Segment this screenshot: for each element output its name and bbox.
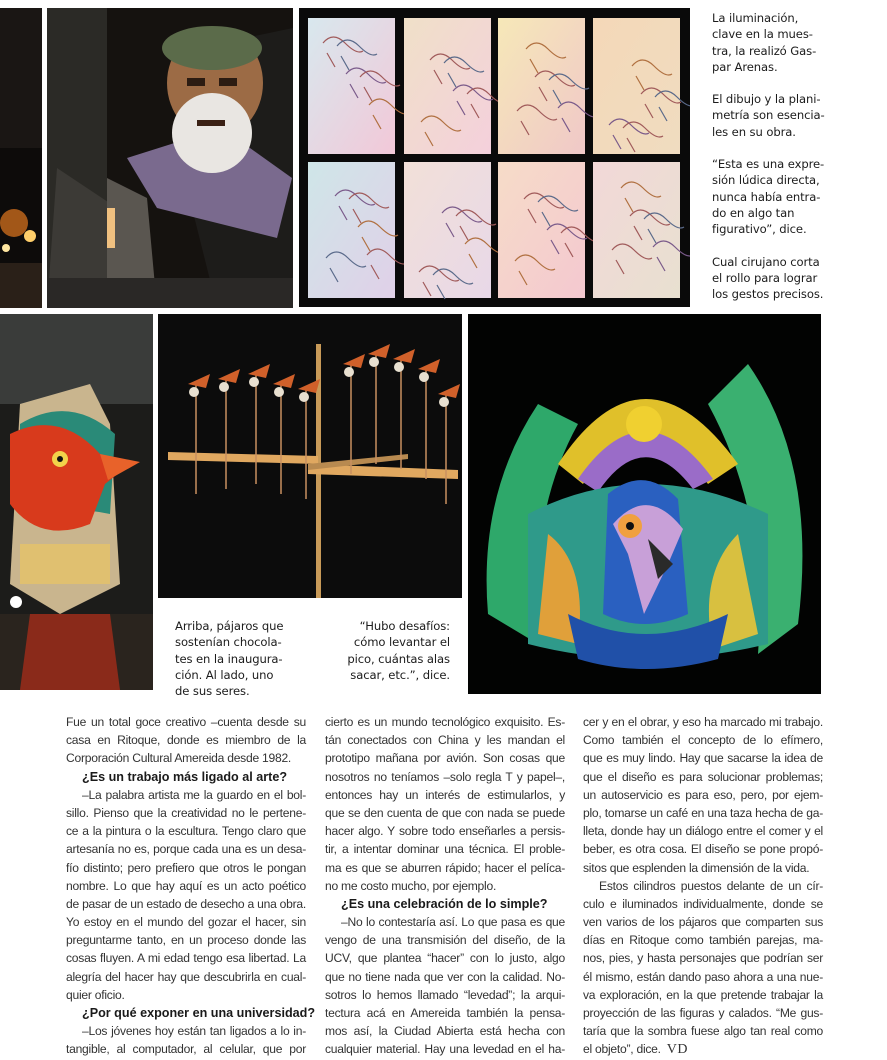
line-text: cierto es un mundo tecnológico exquisito. Es- [325, 715, 565, 729]
line-text: –La palabra artista me la guardo en el bol- [82, 787, 306, 802]
line-text: cualquier material. Hay una levedad en el ha- [325, 1042, 565, 1057]
body-text-line [66, 968, 306, 986]
body-text-line [583, 986, 823, 1004]
bird-head [274, 387, 284, 397]
line-text: sillo. Pienso que la creatividad no le pertene- [66, 805, 306, 820]
line-text: ¿Es un trabajo más ligado al arte? [82, 769, 288, 784]
line-text: quier oficio. [66, 987, 125, 1002]
line-text: tectura acá en Amereida también la pensa- [325, 1006, 565, 1020]
caption-line: cómo levantar el [353, 635, 450, 650]
body-text-line [325, 1040, 565, 1058]
body-text-line [66, 804, 306, 822]
bird-head [439, 397, 449, 407]
caption-line: ción. Al lado, uno [175, 667, 274, 682]
caption-line: clave en la mues- [712, 27, 813, 42]
photo-lights-edge [0, 8, 42, 308]
line-text: ven varios de los pájaros que comparten sus [583, 915, 823, 930]
bird-head [219, 382, 229, 392]
body-text-line [325, 713, 565, 731]
caption-paragraph [712, 10, 837, 75]
body-text-line [66, 713, 306, 731]
line-text: UCV, que plantea “hacer” con lo justo, algo [325, 951, 565, 966]
body-text-line [325, 786, 565, 804]
sidebar-captions [712, 10, 837, 318]
caption-line: tes en la inaugura- [175, 651, 283, 666]
line-text: Yo estoy en el mundo del gozar el hacer, sin [66, 915, 306, 930]
caption-paragraph [712, 254, 837, 303]
body-text-line [66, 731, 306, 749]
photo-bird-sculpture [468, 314, 821, 694]
body-text-line [66, 877, 306, 895]
line-text: el objeto”, dice. [583, 1042, 661, 1057]
body-text-line [325, 768, 565, 786]
drawing-panel [593, 18, 680, 154]
line-text: que no tiene nada que ver con la calidad. No- [325, 969, 565, 984]
line-text: proyección de las figuras y calados. “Me gus- [583, 1006, 823, 1020]
line-text: fío distinto; pero prefiero que otros le pongan [66, 860, 306, 875]
caption-birds-chocolates [175, 618, 305, 699]
bird-head [299, 392, 309, 402]
body-text-line [66, 1040, 306, 1058]
drawing-panel [404, 18, 491, 154]
body-text-line [66, 913, 306, 931]
line-text: vengo de una transmisión del diseño, de la [325, 933, 565, 948]
line-text: casa en Ritoque, donde es miembro de la [66, 733, 306, 748]
caption-line: sacar, etc.”, dice. [350, 667, 450, 682]
body-text-line [583, 713, 823, 731]
caption-challenges-quote [330, 618, 450, 683]
body-text-line [66, 931, 306, 949]
caption-line: par Arenas. [712, 59, 778, 74]
line-text: culo e iluminados individualmente, donde se [583, 896, 823, 911]
caption-paragraph [712, 156, 837, 237]
line-text: preguntarme tanto, en un proceso donde las [66, 933, 306, 948]
interview-question [66, 768, 306, 786]
caption-line: metría son esencia- [712, 108, 825, 123]
body-text-line [583, 1040, 823, 1058]
body-text-line [325, 822, 565, 840]
body-text-line [325, 859, 565, 877]
line-text: un autoservicio es para eso, pero, por ejem- [583, 787, 823, 802]
line-text: beber, es otra cosa. El diseño se pone propó- [583, 842, 823, 857]
line-text: –No lo contestaría así. Lo que pasa es que [341, 915, 565, 930]
caption-line: sión lúdica directa, [712, 173, 820, 188]
bird-head [394, 362, 404, 372]
caption-line: figurativo”, dice. [712, 222, 807, 237]
caption-line: “Hubo desafíos: [359, 619, 450, 633]
bird-head [369, 357, 379, 367]
body-text-line [66, 949, 306, 967]
body-text-line [583, 840, 823, 858]
line-text: va exploración, en la que pretende trabajar la [583, 987, 823, 1002]
line-text: nombre. Lo que hay aquí es un acto poético [66, 878, 306, 893]
body-text-line [583, 768, 823, 786]
body-text-line [66, 840, 306, 858]
body-text-line [66, 895, 306, 913]
body-text-line [583, 804, 823, 822]
caption-line: el rollo para lograr [712, 270, 818, 285]
line-text: –Los jóvenes hoy están tan ligados a lo in- [82, 1024, 306, 1039]
line-text: plo, tomarse un café en una taza hecha de ga- [583, 805, 823, 820]
line-text: Corporación Cultural Amereida desde 1982. [66, 751, 292, 766]
line-text: prototipo mañana por avión. Son cosas que [325, 751, 565, 766]
caption-line: El dibujo y la plani- [712, 92, 821, 107]
article-column-3 [583, 713, 823, 1059]
line-text: tir, a intentar dominar una técnica. El proble- [325, 842, 565, 857]
bird-head [419, 372, 429, 382]
article-column-1 [66, 713, 316, 1059]
line-text: cer y en el obrar, y eso ha marcado mi trabajo. [583, 715, 823, 729]
body-text-line [325, 931, 565, 949]
line-text: ce a la pintura o la escultura. Tengo claro que [66, 824, 306, 839]
line-text: no me costo mucho, por ejemplo. [325, 878, 497, 893]
caption-line: nunca había entra- [712, 189, 821, 204]
caption-line: los gestos precisos. [712, 287, 824, 302]
body-text-line [66, 786, 306, 804]
body-text-line [583, 968, 823, 986]
line-text: Fue un total goce creativo –cuenta desde su [66, 715, 306, 729]
body-text-line [583, 913, 823, 931]
body-text-line [583, 749, 823, 767]
caption-line: sostenían chocola- [175, 635, 282, 650]
line-text: ma es que se aburren rápido; hacer el pelíca- [325, 860, 565, 875]
caption-line: Arriba, pájaros que [175, 619, 284, 633]
body-text-line [583, 859, 823, 877]
line-text: que es muy lindo. Hay que sacarse la idea de [583, 751, 823, 766]
article-column-2 [325, 713, 565, 1059]
line-text: sotros lo hemos llamado “levedad”; la arqui- [325, 987, 565, 1002]
interview-question [325, 895, 565, 913]
caption-line: Cual cirujano corta [712, 254, 820, 269]
line-text: ¿Es una celebración de lo simple? [341, 896, 548, 911]
line-text: lleta, donde hay un diálogo entre el comer y el [583, 824, 823, 839]
line-text: artesanía no es, porque cada una es un desa- [66, 842, 306, 857]
line-text: sitos que esplenden la dimensión de la vida. [583, 860, 810, 875]
caption-line: pico, cuántas alas [347, 651, 450, 666]
body-text-line [325, 913, 565, 931]
body-text-line [325, 877, 565, 895]
caption-line: do en algo tan [712, 205, 795, 220]
body-text-line [66, 749, 306, 767]
caption-line: La iluminación, [712, 11, 799, 25]
body-text-line [325, 840, 565, 858]
body-text-line [325, 968, 565, 986]
body-text-line [583, 949, 823, 967]
caption-line: tra, la realizó Gas- [712, 43, 817, 58]
photo-bird-mobile [158, 314, 462, 598]
photo-bird-mask [0, 314, 153, 690]
line-text: que se den cuenta de que con nada se puede [325, 805, 565, 820]
body-text-line [325, 1022, 565, 1040]
line-text: tangible, al computador, al celular, que por [66, 1042, 306, 1057]
line-text: ¿Por qué exponer en una universidad? [82, 1006, 316, 1020]
body-text-line [325, 804, 565, 822]
line-text: nos, pies, y hasta personajes que podrían ser [583, 951, 823, 966]
photo-artist-portrait [47, 8, 293, 308]
drawing-panel [308, 162, 395, 298]
line-text: Estos cilindros puestos delante de un cír- [599, 878, 823, 893]
line-text: días en Ritoque como también parejas, ma- [583, 933, 823, 948]
body-text-line [325, 731, 565, 749]
photo-drawings-grid [299, 8, 690, 307]
line-text: cosas fluyen. A mi edad tengo esa libertad. La [66, 951, 306, 966]
line-text: entonces hay un interés de estimularlos, y [325, 787, 565, 802]
body-text-line [325, 1004, 565, 1022]
body-text-line [325, 986, 565, 1004]
line-text: que el diseño es para solucionar problemas; [583, 769, 823, 784]
line-text: tán conectados con China y les mandan el [325, 733, 565, 748]
line-text: él mismo, están dando paso ahora a una nue- [583, 969, 823, 984]
body-text-line [583, 895, 823, 913]
body-text-line [583, 731, 823, 749]
body-text-line [66, 822, 306, 840]
bird-head [249, 377, 259, 387]
body-text-line [66, 986, 306, 1004]
bird-head [344, 367, 354, 377]
interview-question [66, 1004, 316, 1022]
line-text: mos así, la Ciudad Abierta está hecha con [325, 1024, 565, 1039]
body-text-line [583, 1022, 823, 1040]
body-text-line [583, 822, 823, 840]
line-text: Como también el concepto de lo efímero, [583, 733, 823, 748]
body-text-line [325, 949, 565, 967]
bird-head [189, 387, 199, 397]
caption-line: de sus seres. [175, 684, 250, 699]
body-text-line [583, 786, 823, 804]
body-text-line [325, 749, 565, 767]
line-text: taría que la sombra fuese algo tan real como [583, 1024, 823, 1039]
line-text: de pasar de un estado de desecho a una obra. [66, 896, 306, 911]
caption-paragraph [712, 91, 837, 140]
line-text: hacer algo. Y sobre todo enseñarles a persis- [325, 824, 565, 839]
caption-line: “Esta es una expre- [712, 157, 825, 172]
body-text-line [66, 859, 306, 877]
body-text-line [583, 1004, 823, 1022]
body-text-line [583, 931, 823, 949]
body-text-line [583, 877, 823, 895]
caption-line: les en su obra. [712, 124, 796, 139]
line-text: nosotros no teníamos –solo regla T y papel–, [325, 769, 565, 784]
author-signature: VD [666, 1042, 689, 1058]
line-text: alegría del hacer hay que descubrirla en cual- [66, 969, 306, 984]
drawing-panel [498, 162, 585, 298]
body-text-line [66, 1022, 306, 1040]
